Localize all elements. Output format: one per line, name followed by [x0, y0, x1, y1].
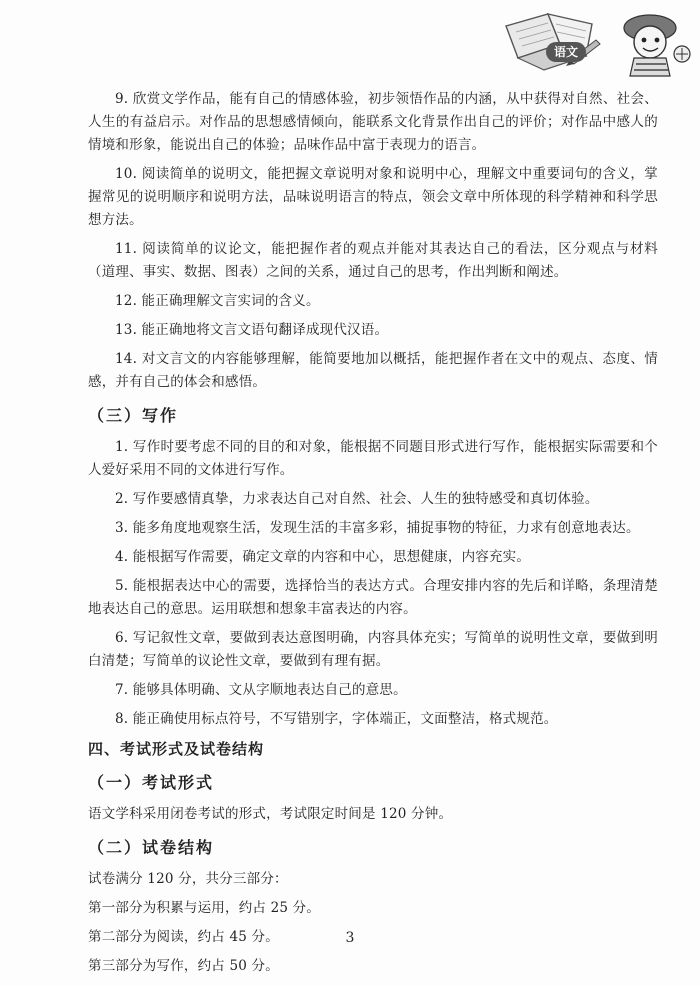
main-content — [88, 88, 658, 984]
reading-item-9: 9. 欣赏文学作品，能有自己的情感体验，初步领悟作品的内涵，从中获得对自然、社会、人生的有益启示。对作品的思想感情倾向，能联系文化背景作出自己的评价；对作品中感人的情境和形象，能说出自己的体验；品味作品中富于表现力的语言。 — [88, 91, 658, 153]
exam-structure-line: 第二部分为阅读，约占 45 分。 — [88, 929, 279, 945]
page-number: 3 — [345, 930, 355, 946]
logo-text: 语文 — [553, 45, 579, 59]
writing-item-6: 6. 写记叙性文章，要做到表达意图明确，内容具体充实；写简单的说明性文章，要做到明白清楚；写简单的议论性文章，要做到有理有据。 — [88, 630, 658, 669]
reading-item-13: 13. 能正确地将文言文语句翻译成现代汉语。 — [115, 322, 389, 338]
reading-item-12: 12. 能正确理解文言实词的含义。 — [115, 293, 320, 309]
exam-structure-line: 试卷满分 120 分，共分三部分： — [88, 871, 288, 887]
writing-heading: （三）写作 — [88, 406, 179, 425]
writing-item-5: 5. 能根据表达中心的需要，选择恰当的表达方式。合理安排内容的先后和详略，条理清楚地表达自己的意思。运用联想和想象丰富表达的内容。 — [88, 578, 658, 617]
writing-item-7: 7. 能够具体明确、文从字顺地表达自己的意思。 — [115, 682, 407, 698]
writing-item-2: 2. 写作要感情真挚，力求表达自己对自然、社会、人生的独特感受和真切体验。 — [115, 491, 599, 507]
exam-form-text: 语文学科采用闭卷考试的形式，考试限定时间是 120 分钟。 — [88, 806, 453, 822]
exam-structure-line: 第三部分为写作，约占 50 分。 — [88, 958, 279, 974]
exam-structure-heading: （二）试卷结构 — [88, 838, 215, 857]
reading-item-14: 14. 对文言文的内容能够理解，能简要地加以概括，能把握作者在文中的观点、态度、情感，并有自己的体会和感悟。 — [88, 351, 658, 390]
book-mascot-logo — [500, 4, 696, 78]
writing-item-1: 1. 写作时要考虑不同的目的和对象，能根据不同题目形式进行写作，能根据实际需要和个人爱好采用不同的文体进行写作。 — [88, 439, 658, 478]
exam-section-heading: 四、考试形式及试卷结构 — [88, 740, 265, 758]
exam-form-heading: （一）考试形式 — [88, 773, 215, 792]
exam-structure-line: 第一部分为积累与运用，约占 25 分。 — [88, 900, 321, 916]
writing-item-8: 8. 能正确使用标点符号，不写错别字，字体端正，文面整洁，格式规范。 — [115, 711, 558, 727]
reading-item-11: 11. 阅读简单的议论文，能把握作者的观点并能对其表达自己的看法，区分观点与材料（道理、事实、数据、图表）之间的关系，通过自己的思考，作出判断和阐述。 — [88, 241, 658, 280]
reading-item-10: 10. 阅读简单的说明文，能把握文章说明对象和说明中心，理解文中重要词句的含义，掌握常见的说明顺序和说明方法，品味说明语言的特点，领会文章中所体现的科学精神和科学思想方法。 — [88, 166, 658, 228]
writing-item-4: 4. 能根据写作需要，确定文章的内容和中心，思想健康，内容充实。 — [115, 549, 531, 565]
open-book-icon — [506, 14, 592, 70]
writing-item-3: 3. 能多角度地观察生活，发现生活的丰富多彩，捕捉事物的特征，力求有创意地表达。 — [115, 520, 640, 536]
mascot-icon — [624, 15, 690, 76]
